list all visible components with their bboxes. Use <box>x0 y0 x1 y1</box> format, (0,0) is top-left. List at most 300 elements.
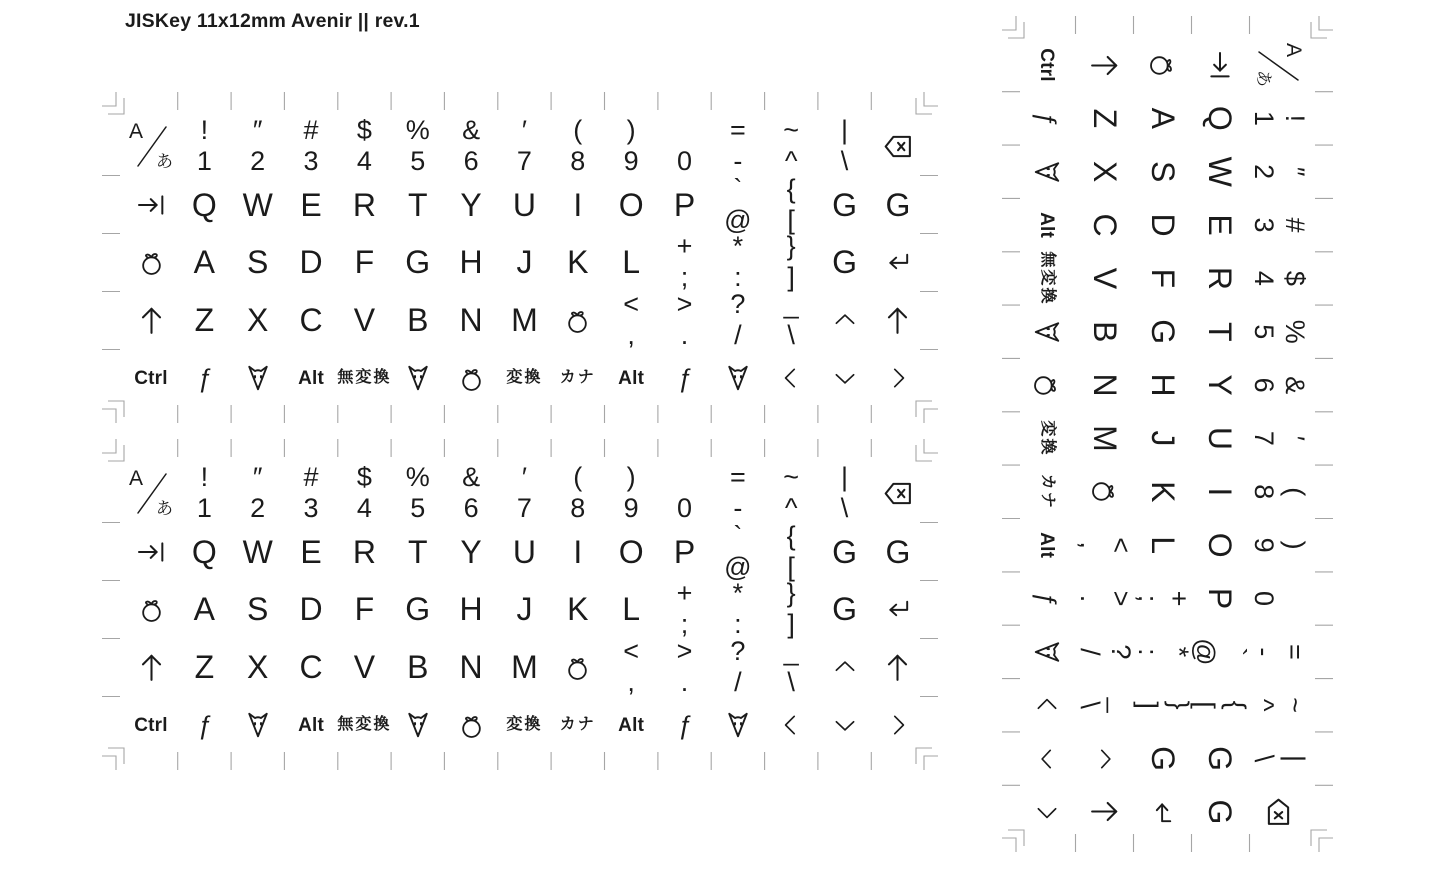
key-ctrl <box>1016 39 1078 91</box>
key-backslash <box>819 462 871 524</box>
key-backslash <box>765 289 817 351</box>
key-legend: I <box>573 186 583 223</box>
key-legend: W <box>242 186 273 223</box>
shift-legend: | <box>1280 755 1310 763</box>
key-b <box>392 289 444 351</box>
key-legend: K <box>1145 481 1181 503</box>
key-legend: X <box>1087 161 1123 183</box>
shift-icon <box>135 651 168 684</box>
key-0 <box>659 115 711 177</box>
key-legend: Ctrl <box>1036 48 1058 82</box>
shift-legend: % <box>405 462 430 492</box>
base-legend: 2 <box>1249 164 1279 180</box>
peach-icon <box>1091 477 1120 506</box>
key-y <box>445 174 497 236</box>
base-legend: / <box>1075 648 1105 656</box>
key-g <box>1190 733 1252 785</box>
shift-icon <box>1089 795 1122 828</box>
key-legend: J <box>516 591 533 627</box>
key-minus <box>712 115 764 177</box>
base-legend: ; <box>1133 594 1163 603</box>
base-legend: 4 <box>1249 270 1279 286</box>
key-legend: F <box>1145 268 1181 289</box>
key-legend: K <box>567 591 589 627</box>
key-h <box>445 578 497 640</box>
key-h <box>1132 359 1194 411</box>
shift-legend: ″ <box>252 115 263 145</box>
tab-icon <box>135 536 167 568</box>
shift-legend: ′ <box>521 462 527 492</box>
key-peach <box>445 694 497 756</box>
key-enter <box>872 231 924 293</box>
base-legend: 0 <box>676 146 693 176</box>
key-legend: L <box>622 244 641 280</box>
key-henkan <box>498 347 550 409</box>
key-legend: 無変換 <box>337 369 392 386</box>
shift-legend: ( <box>573 462 583 492</box>
key-q <box>1190 92 1252 144</box>
key-2 <box>232 115 284 177</box>
key-chevron-up <box>819 636 871 698</box>
key-henkan <box>498 694 550 756</box>
key-legend: T <box>407 186 428 223</box>
key-peach <box>552 289 604 351</box>
base-legend: [ <box>1190 701 1221 709</box>
shift-legend: % <box>405 115 430 145</box>
key-g <box>1132 733 1194 785</box>
key-0 <box>1248 573 1310 625</box>
shift-legend: ` <box>733 520 743 551</box>
key-6 <box>1248 359 1310 411</box>
key-g <box>819 521 871 583</box>
key-legend: O <box>618 186 644 223</box>
key-fn <box>178 347 230 409</box>
key-e <box>1190 199 1252 251</box>
key-peach <box>552 636 604 698</box>
base-legend: 6 <box>463 493 479 523</box>
key-chevron-left <box>1016 679 1078 731</box>
key-backspace <box>1248 786 1310 838</box>
key-m <box>1074 412 1136 464</box>
key-4 <box>1248 252 1310 304</box>
key-henkan <box>1016 412 1078 464</box>
base-legend: 6 <box>1249 377 1279 393</box>
shift-legend: ? <box>730 636 746 666</box>
shift-legend: % <box>1280 319 1310 344</box>
base-legend: 3 <box>303 146 319 176</box>
base-legend: - <box>733 146 743 176</box>
key-legend: D <box>299 591 323 627</box>
key-at <box>1190 626 1252 678</box>
fox-icon <box>403 363 433 393</box>
key-r <box>338 174 390 236</box>
base-legend: @ <box>1190 638 1221 666</box>
key-legend: ƒ <box>677 710 692 740</box>
key-a <box>178 578 230 640</box>
key-legend: G <box>1145 746 1181 771</box>
key-1 <box>178 115 230 177</box>
key-period <box>659 289 711 351</box>
key-legend: G <box>1202 799 1239 825</box>
key-r <box>1190 252 1252 304</box>
key-legend: S <box>1145 161 1181 183</box>
key-l <box>1132 519 1194 571</box>
shift-legend: $ <box>356 462 372 492</box>
key-v <box>1074 252 1136 304</box>
base-legend: 9 <box>623 146 639 176</box>
key-legend: D <box>299 244 323 280</box>
key-caret <box>765 462 817 524</box>
base-legend: : <box>1133 648 1163 656</box>
base-legend: \ <box>1075 701 1105 709</box>
key-legend: M <box>511 302 538 338</box>
shift-legend: ( <box>573 115 583 145</box>
key-legend: Z <box>194 649 215 685</box>
key-f <box>338 231 390 293</box>
shift-icon <box>135 304 168 337</box>
peach-icon <box>1149 51 1178 80</box>
key-shift <box>1074 39 1136 91</box>
key-legend: 変換 <box>506 369 543 386</box>
key-legend: Alt <box>1036 212 1058 239</box>
key-s <box>232 578 284 640</box>
key-u <box>498 521 550 583</box>
key-c <box>1074 199 1136 251</box>
key-9 <box>605 462 657 524</box>
key-g <box>392 231 444 293</box>
key-minus <box>712 462 764 524</box>
key-colon <box>712 578 764 640</box>
key-legend: G <box>885 533 911 570</box>
key-slash <box>712 289 764 351</box>
key-legend: G <box>1202 746 1239 771</box>
peach-icon <box>457 364 486 393</box>
key-c <box>285 289 337 351</box>
shift-legend: = <box>729 462 746 492</box>
key-a <box>1132 92 1194 144</box>
shift-legend: ″ <box>1280 166 1310 177</box>
base-legend: 4 <box>356 493 372 523</box>
key-legend: H <box>1145 373 1181 397</box>
key-alt <box>605 694 657 756</box>
chevron-down-icon <box>832 712 858 738</box>
base-legend: . <box>680 320 689 350</box>
key-legend: Alt <box>298 714 325 736</box>
base-legend: [ <box>787 204 795 235</box>
key-m <box>498 289 550 351</box>
key-p <box>659 174 711 236</box>
shift-legend: $ <box>1280 270 1310 286</box>
peach-icon <box>563 653 592 682</box>
key-legend: Y <box>460 186 482 223</box>
key-fox <box>712 694 764 756</box>
key-legend: D <box>1145 213 1181 237</box>
key-peach <box>445 347 497 409</box>
shift-legend: = <box>729 115 746 145</box>
base-legend: ^ <box>784 493 798 523</box>
base-legend: 1 <box>196 146 212 176</box>
key-fox <box>392 694 444 756</box>
backspace-icon <box>881 477 914 510</box>
key-chevron-up <box>819 289 871 351</box>
key-v <box>338 636 390 698</box>
key-peach <box>1074 466 1136 518</box>
base-legend: 7 <box>1249 430 1279 446</box>
base-legend: - <box>733 493 743 523</box>
key-ctrl <box>125 347 177 409</box>
key-w <box>232 521 284 583</box>
key-comma <box>1074 519 1136 571</box>
key-legend: カナ <box>1039 473 1056 510</box>
backspace-icon <box>881 130 914 163</box>
key-legend: Alt <box>1036 532 1058 559</box>
base-legend: , <box>1075 541 1105 549</box>
base-legend: [ <box>787 551 795 582</box>
key-bracket-open <box>765 521 817 583</box>
key-legend: N <box>459 302 483 338</box>
key-legend: L <box>622 591 641 627</box>
key-bracket-close <box>1132 679 1194 731</box>
base-legend: : <box>734 262 742 292</box>
key-legend: G <box>832 244 857 280</box>
base-legend: ] <box>787 609 795 639</box>
base-legend: 3 <box>303 493 319 523</box>
kana-legend: あ <box>1254 70 1273 87</box>
base-legend: \ <box>840 146 849 176</box>
key-fox <box>1016 626 1078 678</box>
chevron-up-icon <box>832 654 858 680</box>
key-legend: T <box>1202 321 1239 342</box>
key-6 <box>445 462 497 524</box>
key-muhenkan <box>338 694 390 756</box>
key-legend: Z <box>1087 108 1123 129</box>
base-legend: \ <box>840 493 849 523</box>
key-e <box>285 174 337 236</box>
key-l <box>605 231 657 293</box>
key-legend: P <box>1202 587 1239 610</box>
shift-legend: > <box>1106 590 1136 607</box>
key-legend: H <box>459 591 483 627</box>
key-backslash <box>1248 733 1310 785</box>
key-legend: R <box>352 186 376 223</box>
shift-legend: ` <box>733 173 743 204</box>
key-legend: C <box>299 302 323 338</box>
key-legend: M <box>511 649 538 685</box>
key-backslash <box>819 115 871 177</box>
key-kana <box>552 694 604 756</box>
key-g <box>819 578 871 640</box>
key-j <box>1132 412 1194 464</box>
key-k <box>1132 466 1194 518</box>
key-v <box>338 289 390 351</box>
key-legend: U <box>512 186 536 223</box>
key-alt <box>1016 519 1078 571</box>
key-legend: K <box>567 244 589 280</box>
key-legend: G <box>885 186 911 223</box>
key-legend: A <box>193 244 216 280</box>
key-g <box>872 174 924 236</box>
key-minus <box>1248 626 1310 678</box>
key-period <box>659 636 711 698</box>
shift-legend: ~ <box>783 462 800 492</box>
base-legend: \ <box>1249 754 1279 763</box>
key-c <box>285 636 337 698</box>
shift-legend: # <box>303 462 319 492</box>
key-p <box>659 521 711 583</box>
key-comma <box>605 289 657 351</box>
shift-legend: * <box>732 578 744 608</box>
chevron-right-icon <box>1034 799 1060 825</box>
key-n <box>1074 359 1136 411</box>
key-legend: B <box>1087 321 1123 343</box>
key-w <box>232 174 284 236</box>
shift-legend: ) <box>626 462 636 492</box>
key-legend: カナ <box>559 716 596 733</box>
key-bracket-open <box>765 174 817 236</box>
key-z <box>178 289 230 351</box>
key-shift <box>872 636 924 698</box>
key-a <box>178 231 230 293</box>
chevron-down-icon <box>832 365 858 391</box>
shift-legend: ′ <box>521 115 527 145</box>
enter-icon <box>1148 796 1179 827</box>
key-backspace <box>872 115 924 177</box>
base-legend: 7 <box>516 146 532 176</box>
key-eisu-kana <box>125 462 177 524</box>
key-legend: E <box>300 186 322 223</box>
key-legend: W <box>1202 156 1239 187</box>
key-legend: 無変換 <box>337 716 392 733</box>
key-o <box>605 521 657 583</box>
key-w <box>1190 146 1252 198</box>
key-legend: B <box>407 649 429 685</box>
key-chevron-left <box>765 694 817 756</box>
key-7 <box>498 115 550 177</box>
key-fn <box>659 347 711 409</box>
key-comma <box>605 636 657 698</box>
key-r <box>338 521 390 583</box>
enter-icon <box>882 594 913 625</box>
key-legend: Y <box>1202 374 1239 396</box>
shift-legend: ? <box>730 289 746 319</box>
shift-legend: + <box>1164 590 1194 607</box>
key-fox <box>1016 146 1078 198</box>
key-5 <box>1248 306 1310 358</box>
key-legend: 変換 <box>506 716 543 733</box>
shift-legend: = <box>1280 643 1310 660</box>
key-peach <box>125 231 177 293</box>
shift-legend: } <box>1164 700 1194 710</box>
key-legend: A <box>1145 107 1181 130</box>
base-legend: 1 <box>1249 110 1279 126</box>
key-3 <box>1248 199 1310 251</box>
shift-legend: + <box>676 578 693 608</box>
key-n <box>445 636 497 698</box>
chevron-right-icon <box>885 712 911 738</box>
key-g <box>1132 306 1194 358</box>
key-eisu-kana <box>1248 39 1310 91</box>
peach-icon <box>1033 371 1062 400</box>
key-u <box>1190 412 1252 464</box>
key-legend: B <box>407 302 429 338</box>
shift-legend: _ <box>783 636 799 666</box>
key-legend: 変換 <box>1039 420 1056 457</box>
key-i <box>552 174 604 236</box>
key-legend: J <box>1145 430 1181 447</box>
key-b <box>1074 306 1136 358</box>
key-legend: X <box>247 302 269 338</box>
base-legend: @ <box>724 551 752 582</box>
tab-icon <box>1205 49 1237 81</box>
key-legend: Z <box>194 302 215 338</box>
shift-legend: ? <box>1106 644 1136 660</box>
key-alt <box>605 347 657 409</box>
key-legend: Alt <box>298 367 325 389</box>
shift-icon <box>881 304 914 337</box>
key-s <box>1132 146 1194 198</box>
base-legend: 5 <box>1249 324 1279 340</box>
shift-legend: & <box>462 462 481 492</box>
key-legend: E <box>300 533 322 570</box>
key-fox <box>712 347 764 409</box>
key-i <box>552 521 604 583</box>
key-d <box>285 231 337 293</box>
key-at <box>712 174 764 236</box>
shift-legend: } <box>786 578 796 608</box>
base-legend: . <box>1075 594 1105 603</box>
key-tab <box>1190 39 1252 91</box>
key-chevron-right <box>872 347 924 409</box>
key-legend: Y <box>460 533 482 570</box>
key-legend: G <box>832 186 857 223</box>
key-y <box>1190 359 1252 411</box>
base-legend: 5 <box>410 493 426 523</box>
key-legend: G <box>832 591 857 627</box>
shift-legend: $ <box>356 115 372 145</box>
key-x <box>1074 146 1136 198</box>
key-x <box>232 289 284 351</box>
keyboard-block-rotated <box>1000 14 1335 854</box>
key-legend: V <box>353 649 376 685</box>
key-legend: W <box>242 533 273 570</box>
shift-legend: ! <box>1280 114 1310 123</box>
key-legend: Alt <box>618 714 645 736</box>
key-backspace <box>872 462 924 524</box>
shift-legend: ( <box>1280 487 1310 497</box>
peach-icon <box>457 711 486 740</box>
key-legend: U <box>1202 426 1239 450</box>
key-9 <box>1248 519 1310 571</box>
key-f <box>338 578 390 640</box>
key-legend: V <box>353 302 376 338</box>
key-legend: N <box>1087 373 1123 397</box>
shift-legend: & <box>1280 376 1310 395</box>
key-t <box>392 174 444 236</box>
base-legend: 0 <box>1249 590 1279 607</box>
key-legend: O <box>1202 532 1239 558</box>
key-legend: C <box>1087 213 1123 237</box>
tab-icon <box>135 189 167 221</box>
key-peach <box>125 578 177 640</box>
key-chevron-down <box>819 694 871 756</box>
key-legend: カナ <box>559 369 596 386</box>
shift-legend: } <box>786 231 796 261</box>
key-tab <box>125 174 177 236</box>
key-backslash <box>765 636 817 698</box>
key-chevron-right <box>1016 786 1078 838</box>
key-fn <box>178 694 230 756</box>
key-legend: ƒ <box>197 363 212 393</box>
